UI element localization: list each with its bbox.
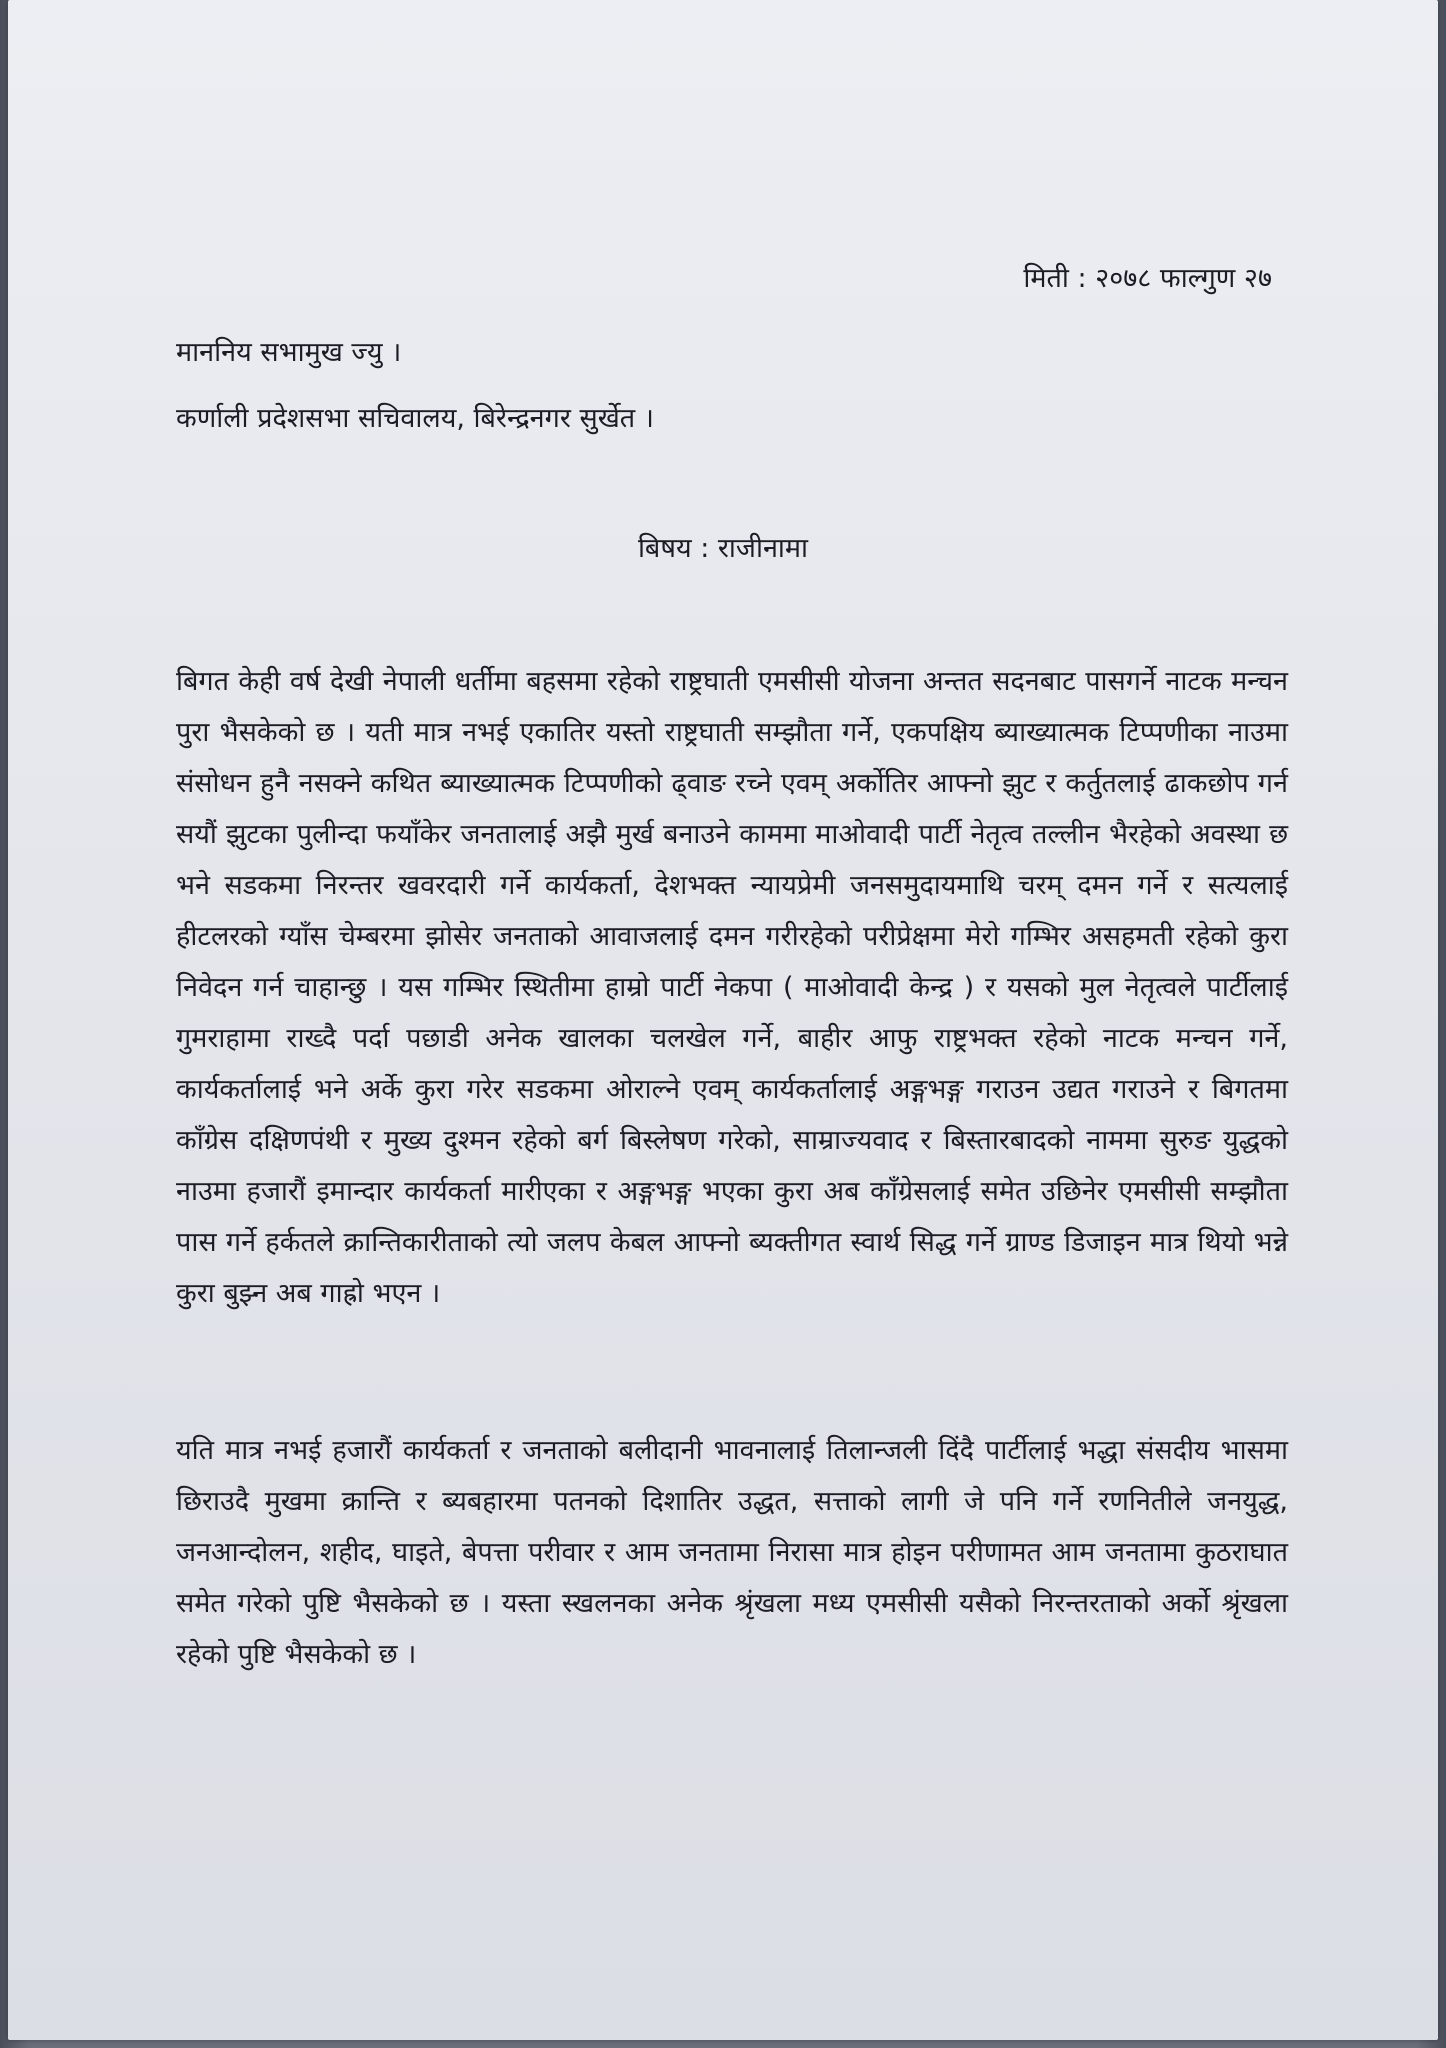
addressee-office: कर्णाली प्रदेशसभा सचिवालय, बिरेन्द्रनगर सुर्खेत । xyxy=(176,403,655,434)
letter-subject: बिषय : राजीनामा xyxy=(637,533,809,564)
addressee-title: माननिय सभामुख ज्यु । xyxy=(176,337,402,368)
letter-date: मिती : २०७८ फाल्गुण २७ xyxy=(1023,263,1272,294)
letter-page xyxy=(8,0,1438,2040)
body-paragraph-2: यति मात्र नभई हजारौं कार्यकर्ता र जनताको बलीदानी भावनालाई तिलान्जली दिंदै पार्टीलाई भद्धा संसदीय भासमा छिराउदै मुखमा क्रान्ति र ब्यबहारमा पतनको दिशातिर उद्धत, सत्ताको लागी जे पनि गर्ने रणनितीले जनयुद्ध, जनआन्दोलन, शहीद, घाइते, बेपत्ता परीवार र आम जनतामा निरासा मात्र होइन परीणामत आम जनतामा कुठराघात समेत गरेको पुष्टि भैसकेको छ । यस्ता स्खलनका अनेक श्रृंखला मध्य एमसीसी यसैको निरन्तरताको अर्को श्रृंखला रहेको पुष्टि भैसकेको छ । xyxy=(176,1435,1288,1670)
body-paragraph-1: बिगत केही वर्ष देखी नेपाली धर्तीमा बहसमा रहेको राष्ट्रघाती एमसीसी योजना अन्तत सदनबाट पासगर्ने नाटक मन्चन पुरा भैसकेको छ । यती मात्र नभई एकातिर यस्तो राष्ट्रघाती सम्झौता गर्ने, एकपक्षिय ब्याख्यात्मक टिप्पणीका नाउमा संसोधन हुनै नसक्ने कथित ब्याख्यात्मक टिप्पणीको ढ्वाङ रच्ने एवम् अर्कोतिर आफ्नो झुट र कर्तुतलाई ढाकछोप गर्न सयौं झुटका पुलीन्दा फयाँकेर जनतालाई अझै मुर्ख बनाउने काममा माओवादी पार्टी नेतृत्व तल्लीन भैरहेको अवस्था छ भने सडकमा निरन्तर खवरदारी गर्ने कार्यकर्ता, देशभक्त न्यायप्रेमी जनसमुदायमाथि चरम् दमन गर्ने र सत्यलाई हीटलरको ग्याँस चेम्बरमा झोसेर जनताको आवाजलाई दमन गरीरहेको परीप्रेक्षमा मेरो गम्भिर असहमती रहेको कुरा निवेदन गर्न चाहान्छु । यस गम्भिर स्थितीमा हाम्रो पार्टी नेकपा ( माओवादी केन्द्र ) र यसको मुल नेतृत्वले पार्टीलाई गुमराहामा राख्दै पर्दा पछाडी अनेक खालका चलखेल गर्ने, बाहीर आफु राष्ट्रभक्त रहेको नाटक मन्चन गर्ने, कार्यकर्तालाई भने अर्के कुरा गरेर सडकमा ओराल्ने एवम् कार्यकर्तालाई अङ्गभङ्ग गराउन उद्यत गराउने र बिगतमा काँग्रेस दक्षिणपंथी र मुख्य दुश्मन रहेको बर्ग बिस्लेषण गरेको, साम्राज्यवाद र बिस्तारबादको नाममा सुरुङ युद्धको नाउमा हजारौं इमान्दार कार्यकर्ता मारीएका र अङ्गभङ्ग भएका कुरा अब काँग्रेसलाई समेत उछिनेर एमसीसी सम्झौता पास गर्ने हर्कतले क्रान्तिकारीताको त्यो जलप केबल आफ्नो ब्यक्तीगत स्वार्थ सिद्ध गर्ने ग्राण्ड डिजाइन मात्र थियो भन्ने कुरा बुझ्न अब गाह्रो भएन । xyxy=(176,666,1288,1309)
